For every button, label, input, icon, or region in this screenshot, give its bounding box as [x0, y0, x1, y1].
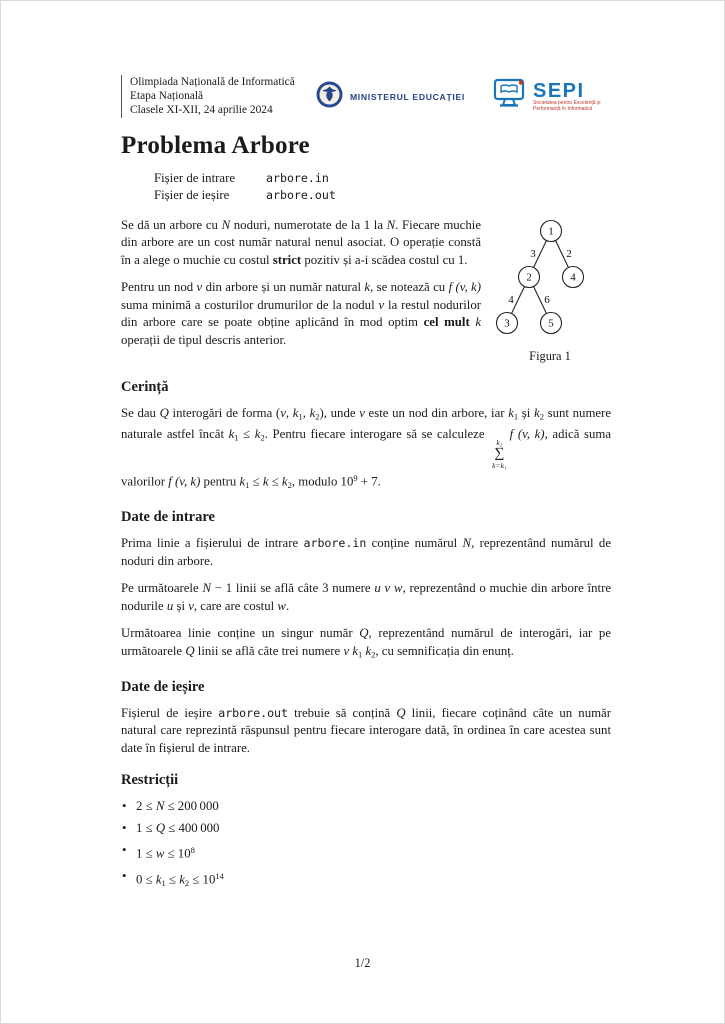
tree-edge-cost: 6: [544, 293, 550, 306]
page-number: 1/2: [354, 956, 371, 970]
restriction-item: • $0 \le k1 \le k2 \le 10^{14}$: [121, 868, 611, 892]
header-line-olympiad: Olimpiada Națională de Informatică: [130, 76, 295, 88]
svg-text:2: 2: [526, 271, 532, 284]
tree-node: [563, 266, 584, 287]
section-heading: Date de intrare: [121, 509, 215, 526]
header-info: [121, 75, 295, 118]
tree-node: [519, 266, 540, 287]
intro-paragraphs: [121, 217, 481, 360]
paragraph: Următoarea linie conține un singur număr Q, reprezentând numărul de interogări, iar pe următoarele Q linii se află câte trei numere v k1 k2, cu semnificația din enunț.: [121, 626, 611, 660]
page-title: Problema Arbore: [121, 131, 310, 159]
paragraph: Fișierul de ieșire arbore.out trebuie să conțină Q linii, fiecare coținând câte un număr natural care reprezintă răspunsul pentru fiecare interogare dată, în ordinea în care acestea sunt date în fișierul de intrare.: [121, 705, 611, 755]
paragraph: Prima linie a fișierului de intrare arbore.in conține numărul N, reprezentând numărul de noduri din arbore.: [121, 536, 611, 568]
paragraph: Se dau Q interogări de forma (v, k1, k2), unde v este un nod din arbore, iar k1 și k2 sunt numere naturale astfel încât k1 ≤ k2. Pentru fiecare interogare să se calculeze k₂ ∑ k=k₁ f (v, k), adică suma valorilor f (v, k) pentru k1 ≤ k ≤ k2, modulo $10^9 + 7$.: [121, 405, 612, 490]
section-heading: Cerință: [121, 378, 169, 395]
tree-node: [497, 312, 518, 333]
header-line-classes-date: Clasele XI-XII, 24 aprilie 2024: [130, 104, 273, 117]
sepi-logo: [491, 78, 611, 115]
restrictions-list: [121, 798, 611, 892]
output-file-name: arbore.out: [266, 188, 336, 203]
header-line-stage: Etapa Națională: [130, 90, 204, 103]
sepi-sublabel: Societatea pentru Excelență și Performanță în Informatică: [533, 100, 601, 112]
tree-edge-cost: 3: [530, 247, 536, 260]
tree-node: [541, 220, 562, 241]
paragraph: Se dă un arbore cu N noduri, numerotate de la 1 la N. Fiecare muchie din arbore are un cost număr natural nenul asociat. O operație constă în a alege o muchie cu costul strict pozitiv și a-i scădea costul cu 1.: [121, 217, 481, 267]
sepi-computer-icon: [491, 78, 527, 115]
input-file-row: [154, 170, 611, 188]
intro-with-figure: [121, 217, 611, 364]
restriction-item: • $1 \le w \le 10^8$: [121, 842, 611, 863]
paragraph: Pentru un nod v din arbore și un număr natural k, se notează cu f (v, k) suma minimă a costurilor drumurilor de la nodul v la restul nodurilor din arbore care se poate obține aplicând în mod optim cel mult k operații de tipul descris anterior.: [121, 280, 481, 347]
tree-diagram: [489, 217, 611, 335]
figure-tree: [489, 217, 611, 364]
sepi-text: [533, 81, 611, 112]
header-logos: [316, 78, 611, 115]
io-file-table: [154, 170, 611, 205]
section-heading: Date de ieșire: [121, 678, 205, 695]
tree-node: [541, 312, 562, 333]
svg-text:3: 3: [504, 317, 510, 330]
svg-text:5: 5: [548, 317, 554, 330]
svg-text:1: 1: [548, 225, 554, 238]
svg-text:4: 4: [570, 271, 576, 284]
summation-symbol: k₂ ∑ k=k₁: [492, 437, 507, 471]
figure-caption: Figura 1: [529, 348, 571, 363]
sepi-label: SEPI: [533, 80, 585, 102]
tree-edge-cost: 4: [508, 293, 514, 306]
restriction-item: • 1 ≤ Q ≤ 400 000: [121, 820, 611, 837]
document-header: [121, 75, 611, 118]
document-sections: [121, 379, 611, 892]
output-file-row: [154, 187, 611, 205]
input-file-name: arbore.in: [266, 170, 329, 185]
output-file-label: Fișier de ieșire: [154, 188, 230, 203]
ministry-logo: [316, 81, 465, 113]
paragraph: Pe următoarele N − 1 linii se află câte 3 numere u v w, reprezentând o muchie din arbore între nodurile u și v, care are costul w.: [121, 581, 612, 613]
tree-edge-cost: 2: [566, 247, 572, 260]
restriction-item: • 2 ≤ N ≤ 200 000: [121, 798, 611, 815]
section-heading: Restricții: [121, 772, 179, 789]
romania-coat-of-arms-icon: [316, 81, 343, 113]
input-file-label: Fișier de intrare: [154, 170, 236, 185]
ministry-label: MINISTERUL EDUCAȚIEI: [349, 91, 465, 102]
